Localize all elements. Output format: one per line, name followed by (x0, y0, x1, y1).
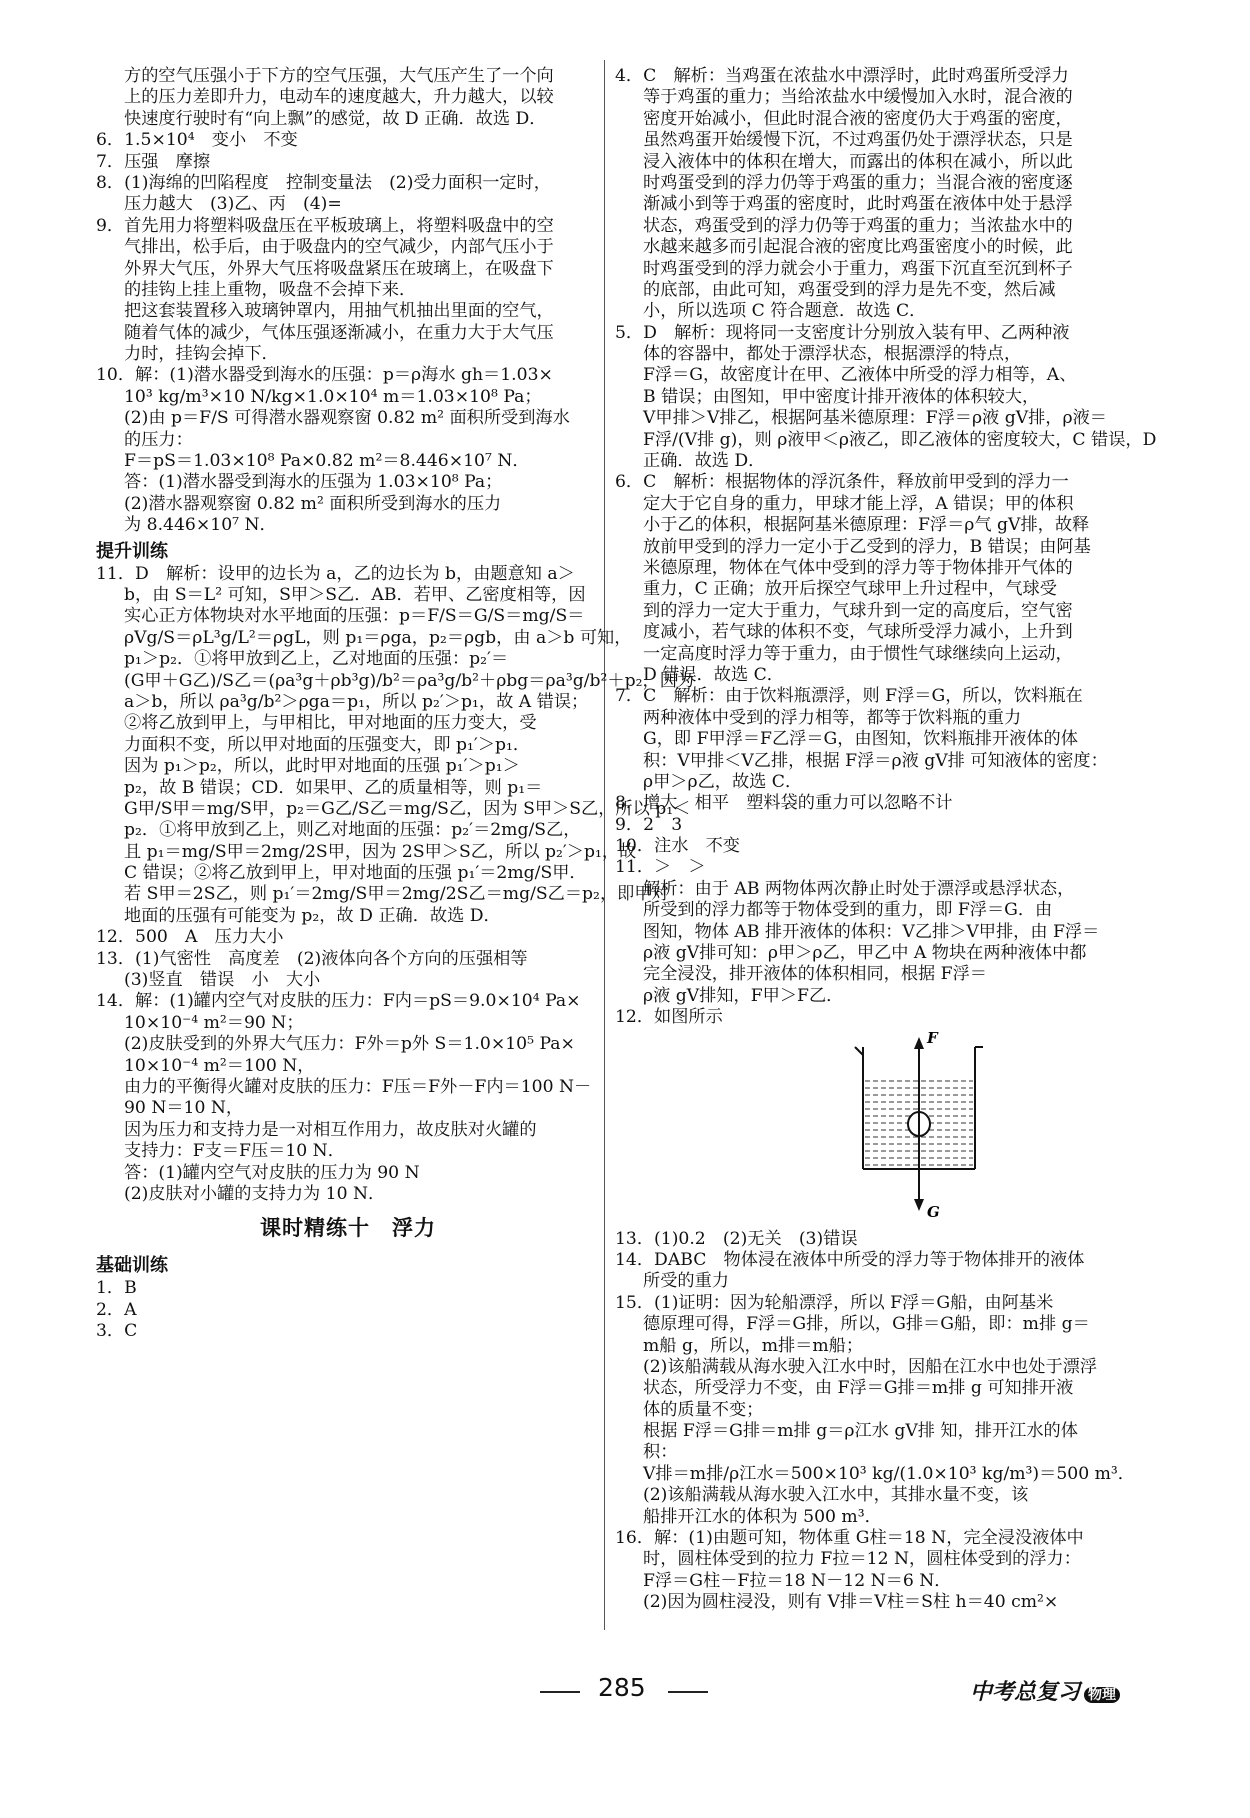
text-line: 的压力： (124, 429, 193, 450)
text-line: 15．(1)证明：因为轮船漂浮，所以 F浮＝G船，由阿基米 (615, 1292, 1054, 1313)
text-line: 7．压强 摩擦 (96, 151, 211, 172)
page-footer (0, 1673, 1250, 1713)
text-line: 上的压力差即升力，电动车的速度越大，升力越大，以较 (124, 87, 554, 108)
text-line: 一定高度时浮力等于重力，由于惯性气球继续向上运动， (643, 643, 1073, 664)
text-line: 答：(1)罐内空气对皮肤的压力为 90 N (124, 1162, 420, 1183)
text-line: 10×10⁻⁴ m²＝90 N； (124, 1012, 304, 1033)
text-line: ②将乙放到甲上，与甲相比，甲对地面的压力变大，受 (124, 713, 537, 734)
text-line: 若 S甲＝2S乙，则 p₁′＝2mg/S甲＝2mg/2S乙＝mg/S乙＝p₂，即甲对 (124, 884, 669, 905)
text-line: (3)竖直 错误 小 大小 (124, 970, 321, 991)
section-heading: 提升训练 (96, 540, 168, 562)
text-line: 正确．故选 D． (643, 451, 766, 472)
text-line: 米德原理，物体在气体中受到的浮力等于物体排开气体的 (643, 557, 1073, 578)
text-line: 11．＞ ＞ (615, 857, 706, 878)
text-line: 9．2 3 (615, 814, 683, 835)
text-line: 力时，挂钩会掉下． (124, 344, 279, 365)
text-line: (2)潜水器观察窗 0.82 m² 面积所受到海水的压力 (124, 493, 502, 514)
text-line: 时鸡蛋受到的浮力仍等于鸡蛋的重力；当混合液的密度逐 (643, 172, 1073, 193)
text-line: 浸入液体中的体积在增大，而露出的体积在减小，所以此 (643, 151, 1073, 172)
text-line: 6．C 解析：根据物体的浮沉条件，释放前甲受到的浮力一 (615, 472, 1069, 493)
text-line: 13．(1)0.2 (2)无关 (3)错误 (615, 1228, 858, 1249)
text-line: 支持力：F支＝F压＝10 N． (124, 1141, 345, 1162)
text-line: C 错误；②将乙放到甲上，甲对地面的压强 p₁′＝2mg/S甲． (124, 863, 587, 884)
beaker-diagram (843, 1029, 1023, 1225)
text-line: 重力，C 正确；放开后探空气球甲上升过程中，气球受 (643, 579, 1057, 600)
text-line: F浮/(V排 g)，则 ρ液甲＜ρ液乙，即乙液体的密度较大，C 错误，D (643, 429, 1157, 450)
text-line: 积：V甲排＜V乙排，根据 F浮＝ρ液 gV排 可知液体的密度： (643, 750, 1108, 771)
text-line: 状态，所受浮力不变，由 F浮＝G排＝m排 g 可知排开液 (643, 1378, 1074, 1399)
text-line: 图知，物体 AB 排开液体的体积：V乙排＞V甲排，由 F浮＝ (643, 921, 1100, 942)
text-line: (2)该船满载从海水驶入江水中，其排水量不变，该 (643, 1485, 1029, 1506)
text-line: 3．C (96, 1321, 138, 1342)
text-line: 8．(1)海绵的凹陷程度 控制变量法 (2)受力面积一定时， (96, 172, 551, 193)
text-line: 时鸡蛋受到的浮力就会小于重力，鸡蛋下沉直至沉到杯子 (643, 258, 1073, 279)
text-line: 14．DABC 物体浸在液体中所受的浮力等于物体排开的液体 (615, 1249, 1085, 1270)
beaker-figure (615, 1029, 1155, 1229)
text-line: 把这套装置移入玻璃钟罩内，用抽气机抽出里面的空气， (124, 301, 554, 322)
text-line: 德原理可得，F浮＝G排，所以，G排＝G船，即：m排 g＝ (643, 1314, 1090, 1335)
text-line: a＞b，所以 ρa³g/b²＞ρga＝p₁，所以 p₂′＞p₁，故 A 错误； (124, 691, 589, 712)
text-line: 9．首先用力将塑料吸盘压在平板玻璃上，将塑料吸盘中的空 (96, 215, 554, 236)
right-column-bottom (615, 1229, 1155, 1614)
text-line: (G甲＋G乙)/S乙＝(ρa³g＋ρb³g)/b²＝ρa³g/b²＋ρbg＝ρa³g/b²＋p₂，因为 (124, 670, 695, 691)
footer-dash-right (668, 1691, 708, 1693)
text-line: 小，所以选项 C 符合题意．故选 C． (643, 301, 927, 322)
text-line: 到的浮力一定大于重力，气球升到一定的高度后，空气密 (643, 600, 1073, 621)
section-heading: 基础训练 (96, 1255, 168, 1277)
text-line: 10×10⁻⁴ m²＝100 N， (124, 1055, 315, 1076)
text-line: 快速度行驶时有“向上飘”的感觉，故 D 正确．故选 D． (124, 108, 547, 129)
text-line: G甲/S甲＝mg/S甲，p₂＝G乙/S乙＝mg/S乙，因为 S甲＞S乙，所以 p₁＜ (124, 798, 691, 819)
text-line: 因为压力和支持力是一对相互作用力，故皮肤对火罐的 (124, 1119, 537, 1140)
force-f-arrowhead (914, 1037, 924, 1049)
right-column-top (615, 66, 1155, 1029)
text-line: (2)皮肤对小罐的支持力为 10 N． (124, 1183, 386, 1204)
text-line: D 错误．故选 C． (643, 664, 784, 685)
text-line: 定大于它自身的重力，甲球才能上浮，A 错误；甲的体积 (643, 493, 1074, 514)
text-line: 水越来越多而引起混合液的密度比鸡蛋密度小的时候，此 (643, 237, 1073, 258)
text-line: 时，圆柱体受到的拉力 F拉＝12 N，圆柱体受到的浮力： (643, 1549, 1081, 1570)
force-g-label: G (927, 1202, 940, 1221)
text-line: G，即 F甲浮＝F乙浮＝G，由图知，饮料瓶排开液体的体 (643, 729, 1078, 750)
text-line: 方的空气压强小于下方的空气压强，大气压产生了一个向 (124, 66, 554, 86)
text-line: 13．(1)气密性 高度差 (2)液体向各个方向的压强相等 (96, 948, 528, 969)
text-line: 虽然鸡蛋开始缓慢下沉，不过鸡蛋仍处于漂浮状态，只是 (643, 130, 1073, 151)
text-line: 积： (643, 1442, 678, 1463)
footer-dash-left (540, 1691, 580, 1693)
text-line: 10．注水 不变 (615, 836, 740, 857)
text-line: 2．A (96, 1299, 137, 1320)
text-line: ρVg/S＝ρL³g/L²＝ρgL，则 p₁＝ρga，p₂＝ρgb，由 a＞b 可知， (124, 627, 632, 648)
text-line: (2)由 p＝F/S 可得潜水器观察窗 0.82 m² 面积所受到海水 (124, 408, 570, 429)
text-line: 两种液体中受到的浮力相等，都等于饮料瓶的重力 (643, 707, 1022, 728)
text-line: 外界大气压，外界大气压将吸盘紧压在玻璃上，在吸盘下 (124, 258, 554, 279)
text-line: 4．C 解析：当鸡蛋在浓盐水中漂浮时，此时鸡蛋所受浮力 (615, 66, 1069, 86)
text-line: 小于乙的体积，根据阿基米德原理：F浮＝ρ气 gV排，故释 (643, 515, 1090, 536)
text-line: 气排出，松手后，由于吸盘内的空气减少，内部气压小于 (124, 237, 554, 258)
text-line: 10³ kg/m³×10 N/kg×1.0×10⁴ m＝1.03×10⁸ Pa； (124, 386, 542, 407)
text-line: ρ甲＞ρ乙，故选 C． (643, 771, 803, 792)
text-line: p₂．①将甲放到乙上，则乙对地面的压强：p₂′＝2mg/S乙， (124, 820, 581, 841)
text-line: 状态，鸡蛋受到的浮力仍等于鸡蛋的重力；当浓盐水中的 (643, 215, 1073, 236)
text-line: p₂，故 B 错误；CD．如果甲、乙的质量相等，则 p₁＝ (124, 777, 543, 798)
text-line: 12．500 A 压力大小 (96, 927, 284, 948)
text-line: F浮＝G柱－F拉＝18 N－12 N＝6 N． (643, 1570, 952, 1591)
text-line: 随着气体的减少，气体压强逐渐减小，在重力大于大气压 (124, 322, 554, 343)
text-line: 由力的平衡得火罐对皮肤的压力：F压＝F外－F内＝100 N－ (124, 1076, 592, 1097)
chapter-title: 课时精练十 浮力 (260, 1216, 436, 1241)
text-line: (2)皮肤受到的外界大气压力：F外＝p外 S＝1.0×10⁵ Pa× (124, 1034, 575, 1055)
text-line: 10．解：(1)潜水器受到海水的压强：p＝ρ海水 gh＝1.03× (96, 365, 553, 386)
text-line: 体的质量不变； (643, 1399, 764, 1420)
text-line: 8．增大 相平 塑料袋的重力可以忽略不计 (615, 793, 953, 814)
text-line: 度减小，若气球的体积不变，气球所受浮力减小，上升到 (643, 622, 1073, 643)
text-line: 实心正方体物块对水平地面的压强：p＝F/S＝G/S＝mg/S＝ (124, 606, 585, 627)
text-line: 因为 p₁＞p₂，所以，此时甲对地面的压强 p₁′＞p₁＞ (124, 756, 520, 777)
right-column (615, 66, 1155, 1614)
brand-subject: 物理 (1084, 1687, 1120, 1703)
text-line: 12．如图所示 (615, 1007, 723, 1028)
text-line: 压力越大 (3)乙、丙 (4)= (124, 194, 342, 215)
text-line: 为 8.446×10⁷ N． (124, 515, 277, 536)
text-line: b，由 S＝L² 可知，S甲＞S乙．AB．若甲、乙密度相等，因 (124, 584, 586, 605)
text-line: 16．解：(1)由题可知，物体重 G柱＝18 N，完全浸没液体中 (615, 1528, 1084, 1549)
text-line: 密度开始减小，但此时混合液的密度仍大于鸡蛋的密度， (643, 108, 1073, 129)
text-line: V甲排＞V排乙，根据阿基米德原理：F浮＝ρ液 gV排，ρ液＝ (643, 408, 1107, 429)
text-line: 11．D 解析：设甲的边长为 a，乙的边长为 b，由题意知 a＞ (96, 563, 575, 584)
text-line: 所受的重力 (643, 1271, 729, 1292)
text-line: 答：(1)潜水器受到海水的压强为 1.03×10⁸ Pa； (124, 472, 503, 493)
text-line: 所受到的浮力都等于物体受到的重力，即 F浮＝G．由 (643, 900, 1053, 921)
text-line: 14．解：(1)罐内空气对皮肤的压力：F内＝pS＝9.0×10⁴ Pa× (96, 991, 581, 1012)
text-line: 放前甲受到的浮力一定小于乙受到的浮力，B 错误；由阿基 (643, 536, 1091, 557)
text-line: 5．D 解析：现将同一支密度计分别放入装有甲、乙两种液 (615, 322, 1070, 343)
text-line: F＝pS＝1.03×10⁸ Pa×0.82 m²＝8.446×10⁷ N． (124, 451, 530, 472)
text-line: 且 p₁＝mg/S甲＝2mg/2S甲，因为 2S甲＞S乙，所以 p₂′＞p₁，故 (124, 841, 637, 862)
text-line: m船 g，所以，m排＝m船； (643, 1335, 864, 1356)
text-line: 地面的压强有可能变为 p₂，故 D 正确．故选 D． (124, 905, 501, 926)
force-f-label: F (927, 1028, 938, 1047)
text-line: 的底部，由此可知，鸡蛋受到的浮力是先不变，然后减 (643, 279, 1056, 300)
text-line: F浮＝G，故密度计在甲、乙液体中所受的浮力相等，A、 (643, 365, 1077, 386)
text-line: 90 N＝10 N， (124, 1098, 244, 1119)
text-line: B 错误；由图知，甲中密度计排开液体的体积较大， (643, 386, 1040, 407)
text-line: 解析：由于 AB 两物体两次静止时处于漂浮或悬浮状态， (643, 878, 1075, 899)
text-line: ρ液 gV排可知：ρ甲＞ρ乙，甲乙中 A 物块在两种液体中都 (643, 943, 1087, 964)
text-line: 7．C 解析：由于饮料瓶漂浮，则 F浮＝G，所以，饮料瓶在 (615, 686, 1083, 707)
text-line: 根据 F浮＝G排＝m排 g＝ρ江水 gV排 知，排开江水的体 (643, 1421, 1078, 1442)
text-line: ρ液 gV排知，F甲＞F乙． (643, 985, 844, 1006)
text-line: 完全浸没，排开液体的体积相同，根据 F浮＝ (643, 964, 987, 985)
brand-logo (970, 1675, 1120, 1706)
text-line: 1．B (96, 1278, 137, 1299)
text-line: 6．1.5×10⁴ 变小 不变 (96, 130, 298, 151)
page-number: 285 (598, 1673, 646, 1702)
text-line: 力面积不变，所以甲对地面的压强变大，即 p₁′＞p₁． (124, 734, 531, 755)
beaker-spout (855, 1047, 863, 1055)
text-line: (2)因为圆柱浸没，则有 V排＝V柱＝S柱 h＝40 cm²× (643, 1592, 1059, 1613)
text-line: p₁＞p₂．①将甲放到乙上，乙对地面的压强：p₂′＝ (124, 649, 509, 670)
text-line: 船排开江水的体积为 500 m³． (643, 1506, 882, 1527)
text-line: V排＝m排/ρ江水＝500×10³ kg/(1.0×10³ kg/m³)＝500 m³． (643, 1463, 1135, 1484)
text-line: 的挂钩上挂上重物，吸盘不会掉下来． (124, 279, 417, 300)
text-line: 渐减小到等于鸡蛋的密度时，此时鸡蛋在液体中处于悬浮 (643, 194, 1073, 215)
force-g-arrowhead (914, 1199, 924, 1211)
text-line: (2)该船满载从海水驶入江水中时，因船在江水中也处于漂浮 (643, 1356, 1098, 1377)
brand-title: 中考总复习 (970, 1680, 1081, 1705)
text-line: 等于鸡蛋的重力；当给浓盐水中缓慢加入水时，混合液的 (643, 87, 1073, 108)
text-line: 体的容器中，都处于漂浮状态，根据漂浮的特点， (643, 344, 1022, 365)
